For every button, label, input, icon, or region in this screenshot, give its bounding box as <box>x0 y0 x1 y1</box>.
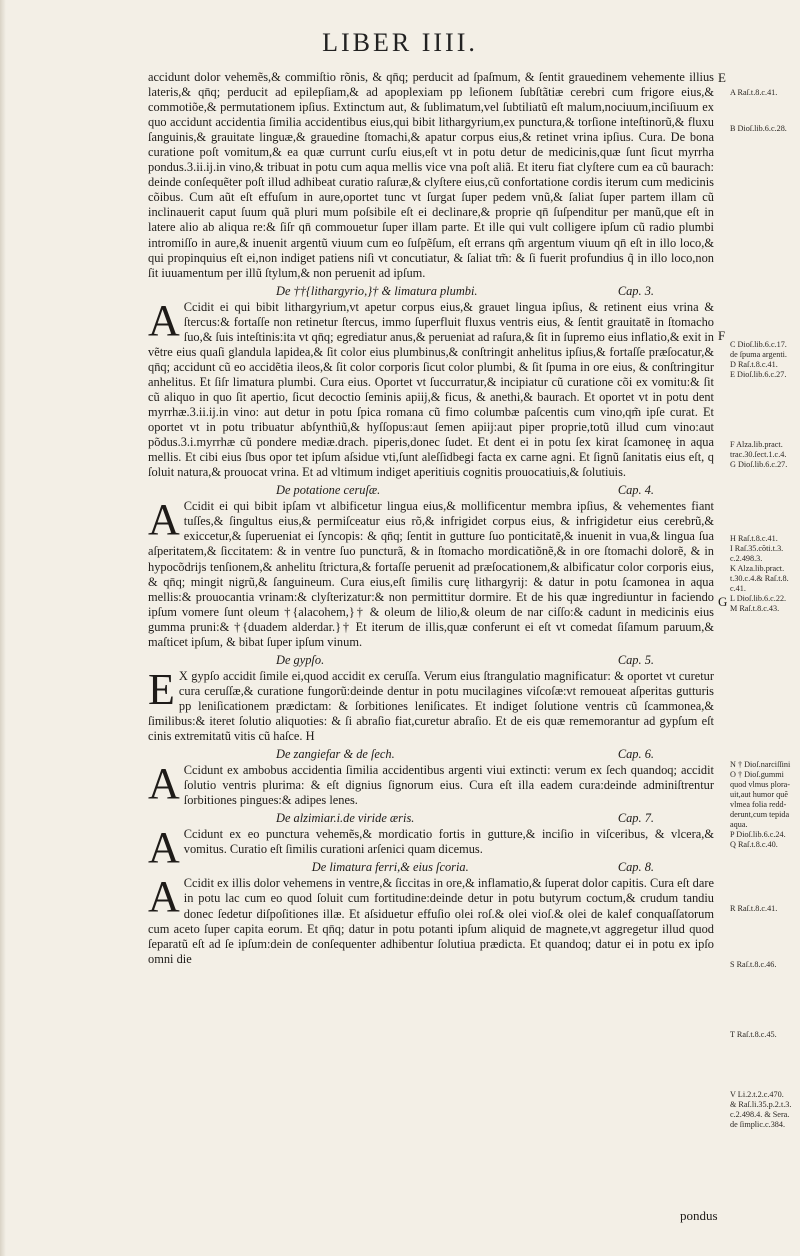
marginal-note-line: S Raſ.t.8.c.46. <box>730 960 777 969</box>
chapter-body <box>148 872 714 966</box>
marginal-note-line: N † Dioſ.narciſſini <box>730 760 791 769</box>
marginal-note <box>730 88 798 98</box>
marginal-note-line: O † Dioſ.gummi <box>730 770 784 779</box>
marginal-note-line: C Dioſ.lib.6.c.17. <box>730 340 787 349</box>
chapter-heading <box>184 860 714 875</box>
chapter-heading <box>148 653 714 668</box>
marginal-note <box>730 1090 798 1130</box>
chapter-section <box>148 653 714 744</box>
marginal-note-line: H Raſ.t.8.c.41. <box>730 534 778 543</box>
marginal-note-line: vlmea folia redd- <box>730 800 787 809</box>
marginal-note <box>730 340 798 380</box>
chapter-number: Cap. 4. <box>617 483 654 498</box>
drop-capital: A <box>148 759 180 809</box>
marginal-note <box>730 440 798 470</box>
chapter-section <box>148 860 714 966</box>
chapter-number: Cap. 3. <box>617 283 654 298</box>
margin-section-letter: E <box>718 70 726 85</box>
marginal-note <box>730 760 798 850</box>
chapter-title: De alzimiar.i.de viride æris. <box>276 811 415 826</box>
marginal-note-line: c.2.498.4. & Sera. <box>730 1110 790 1119</box>
drop-capital: E <box>148 664 175 714</box>
chapter-number: Cap. 6. <box>617 747 654 762</box>
chapter-section <box>148 284 714 481</box>
chapter-body-text: Ccidit ex illis dolor vehemens in ventre,& ſiccitas in ore,& inflamatio,& ſuperat dolor capitis. Cura eſt dare in potu lac cum eo quod ſoluit cum fortitudine:deinde detur in potu butyrum coctum,& crudum tandiu donec ſedetur diſpoſitiones illæ. Et aſsiduetur effuſio olei roſ.& olei vioſ.& olei de kalef conquaſſatorum cum aceto ſuper capita eorum. Et qn̄q; datur in potu potanti ipſum aliquid de magnete,vt aggregetur illud quod ſeparatũ eſt ad ſe ipſum:dein de conſequenter adhibentur ſolutiua prædicta. Et quandoq; datur ei in potu ex ipſo omni die <box>148 876 714 966</box>
running-head: LIBER IIII. <box>322 28 478 57</box>
chapter-section <box>148 483 714 650</box>
chapter-number: Cap. 8. <box>617 860 654 875</box>
intro-paragraph: accidunt dolor vehemẽs,& commiſtio rõnis, & qn̄q; perducit ad ſpaſmum, & ſentit grauedinem vehemente illius lateris,& qn̄q; perducit ad epilepſiam,& ad apoplexiam pp leſionem ſubſtãtiæ cerebri cum frigore eius,& commotiõe,& permutationem ipſius. Extinctum aut, & ſublimatum,vel ſubtiliatũ eſt malum,nociuum,inciſiuum ex quo accidunt accidentia ſimilia accidentibus eius,qui bibit lithargyrium,ex punctura,& torſione inteſtinorũ,& fluxu ſanguinis,& grauitate linguæ,& grauedine ſtomachi,& apatur corpus eius,& retinet vrina ipſius. Cura. De bona curatione poſt vomitum,& ea quæ currunt curſu eius,eſt vt in potu detur de medicinis,quæ ſunt ſicut myrrha pondus.3.ii.ĳ.in vino,& tribuat in potu cum aqua mellis vice vna poſt aliã. Et iteru fiat clyſtere cum ea cũ baurach: deinde conſequẽter poſt illud adhibeat curatio raſuræ,& clyſtere eius,cũ confortatione cordis iterum cum medicinis cõibus. Cum aũt eſt effuſum in aure,oportet tunc vt ſurgat ſuper pedem vnũ,& ſaliat ſuper partem illam cũ inclinauerit caput ſuum quã pluri mum poſsibile eſt ei declinare,& proprie qn̄ ſuſpenditur per manũ,que eſt in latere alio ab aliqua re:& ſiſr qn̄ commouetur ſuper illam parte. Et ille qui vult colligere ipſum cũ radio plumbi intromiſſo in aure,& inuenit argentũ viuum cum eo ſuſpẽſum, eſt errans qm̃ argentum viuum qn̄ eſt in illo loco,& qui propinquius eſt ei,non indiget patiens niſi vt concutiatur, & ſaliat tm̃: & ſi fuerit profundius q̃ in illo loco,non ſit iuuamentum per illũ ſtylum,& non peruenit ad ipſum. <box>148 70 714 280</box>
chapter-title: De ††{lithargyrio,}† & limatura plumbi. <box>276 283 478 298</box>
chapter-body <box>148 664 714 744</box>
marginal-note-line: de ſpuma argenti. <box>730 350 787 359</box>
chapter-heading <box>148 747 714 762</box>
chapter-body-text: Ccidit ei qui bibit ipſam vt albificetur lingua eius,& mollificentur membra ipſius, & vehementes fiant tuſſes,& ſingultus eius,& permiſceatur eius rõ,& infrigidet corpus eius, & infrigidetur eius cerebrũ,& exiccetur,& ſuperueniat ei ſyncopis: & qn̄q; ſentit in gutture ſuo ponticitatẽ,& inuenit in vua,& lingua ſua aſperitatem,& ſiccitatem: & in ventre ſuo puncturã, & in ſtomacho mordicatiõnẽ,& in ore ſtomachi dolorẽ, & in hypocõdrĳs tenſionem,& anhelitu ſtrictura,& fortaſſe peruenit ad præſocationem,& albificatur color corporis eius, & qn̄q; mingit nigrũ,& ſanguineum. Cura eius,eſt ſimilis curę lithargyrĳ: & datur in potu ſcamonea in aqua mellis:& prouocantia vrinam:& clyſterizatur:& non permittitur dormire. Et de his quæ ingrediuntur in faciendo ipſum vomere ſunt oleum †{alacohem,}† & oleum de lilio,& oleum de nar ciſſo:& cadunt in medicinis eius gumma pruni:& †{duadem alderdar.}† Et iterum de illis,quæ conferunt ei eſt vt comedat ſiſamum paruum,& maſticet ipſum, & bibat ſuper ipſum vinum. <box>148 499 714 649</box>
marginal-note <box>730 960 798 970</box>
marginal-note-line: c.2.498.3. <box>730 554 763 563</box>
marginal-note-line: I Raſ.35.cõti.t.3. <box>730 544 784 553</box>
chapter-body-text: Ccidunt ex ambobus accidentia ſimilia accidentibus argenti viui extincti: verum ex ſech quandoq; accidit ſolutio ventris plurima: & eſt dignius ſignorum eius. Cura eſt illa eadem cura:deinde adminiſtrentur ſorbitiones pingues:& adipes lenes. <box>183 763 714 808</box>
marginal-note-line: & Raſ.li.35.p.2.t.3. <box>730 1100 792 1109</box>
marginal-note-line: V Li.2.t.2.c.470. <box>730 1090 784 1099</box>
marginal-note-line: Q Raſ.t.8.c.40. <box>730 840 778 849</box>
marginal-note-line: c.41. <box>730 584 746 593</box>
marginal-note-line: P Dioſ.lib.6.c.24. <box>730 830 786 839</box>
marginal-note-line: K Alza.lib.pract. <box>730 564 785 573</box>
drop-capital: A <box>148 495 180 545</box>
marginal-note-line: B Dioſ.lib.6.c.28. <box>730 124 787 133</box>
chapter-title: De gypſo. <box>276 652 325 667</box>
chapter-list <box>148 284 714 967</box>
catchword: pondus <box>680 1208 718 1223</box>
chapter-title: De potatione ceruſæ. <box>276 483 381 498</box>
marginal-note-line: trac.30.ſect.1.c.4. <box>730 450 787 459</box>
main-text-column <box>148 70 714 967</box>
marginal-note-line: R Raſ.t.8.c.41. <box>730 904 778 913</box>
marginal-note-line: D Raſ.t.8.c.41. <box>730 360 778 369</box>
drop-capital: A <box>148 872 180 922</box>
chapter-number: Cap. 7. <box>617 811 654 826</box>
marginal-note-line: L Dioſ.lib.6.c.22. <box>730 594 787 603</box>
chapter-body-text: Ccidit ei qui bibit lithargyrium,vt apetur corpus eius,& grauet lingua ipſius, & retinent eius vrina & ſtercus:& fortaſſe non retinetur ſtercus, immo ſuperfluit fluxus ventris eius, & ſentit grauitatẽ in ſtomacho ſuo,& ſuis inteſtinis:ita vt qn̄q; egrediatur anus,& perueniat ad raſura,& ſit in ſupremo eius inflatio,& exit in vẽtre eius quaſi glandula lapidea,& ſit color eius plumbinus,& conſtringit anhelitus ipſius,& fortaſſe præſocatur,& qn̄q; accidunt cũ eo accidẽtia ileos,& ſit color corporis ſicut color plumbi, & ſit ſpuma in ore eius, & conſtringitur anhelitus. Et ſiſr limatura plumbi. Cura eius. Oportet vt ſuccurratur,& incipiatur cũ curatione cõi ex vomitu:& ſit cũ aliquo in quo ſit apertio, ſicut decoctio ſeminis apiĳ,& ficus, & anethi,& baurach. Et oportet vt in potu dent myrrhæ.3.ii.ĳ.in vino: aut detur in potu ſpica romana cũ fimo columbæ paſcentis cum vino,qm̃ ipſe curat. Et oportet vt in potu tribuatur abſynthiũ,& hyſſopus:aut ſemen apiĳ:aut piper proprie,totũ illud cum vino:aut põdus.3.i.myrrhæ cũ pondere mediæ.drach. piperis,donec ſudet. Et dent ei in potu ſex kirat ſcamoneę in aqua mellis. Et cibi eius ſbus opor tet ipſum aſsidue vti,ſunt aleſſidbegi facta ex carne agni. Et ſignũ ſanitatis eius eſt, q ſoluit natura,& prouocat vrina. Et ad vltimum indiget aperitiuis cognitis prouocatiuis,& ſolutiuis. <box>148 299 714 480</box>
chapter-body <box>148 759 714 809</box>
marginal-note-line: E Dioſ.lib.6.c.27. <box>730 370 787 379</box>
marginal-note-line: T Raſ.t.8.c.45. <box>730 1030 777 1039</box>
marginal-note <box>730 534 798 614</box>
drop-capital: A <box>148 295 180 345</box>
marginal-note <box>730 124 798 134</box>
chapter-number: Cap. 5. <box>617 652 654 667</box>
marginal-note-line: A Raſ.t.8.c.41. <box>730 88 778 97</box>
marginal-note-line: aqua. <box>730 820 748 829</box>
marginal-note-line: de ſimplic.c.384. <box>730 1120 786 1129</box>
chapter-title: De zangiefar & de ſech. <box>276 747 395 762</box>
marginal-note-line: uit,aut humor quẽ <box>730 790 788 799</box>
marginal-note-line: quod vlmus plora- <box>730 780 791 789</box>
chapter-body-text: Ccidunt ex eo punctura vehemẽs,& mordicatio fortis in gutture,& inciſio in viſceribus, & vlcera,& vomitus. Curatio eſt ſimilis curationi arſenici quam dicemus. <box>183 827 714 857</box>
marginal-note-line: t.30.c.4.& Raſ.t.8. <box>730 574 789 583</box>
marginal-note-line: F Alza.lib.pract. <box>730 440 783 449</box>
chapter-body-text: X gypſo accidit ſimile ei,quod accidit ex ceruſſa. Verum eius ſtrangulatio magnificatur: & oportet vt curetur cura ceruſſæ,& curatione fungorũ:deinde dentur in potu mucilagines viſcoſæ:vt remoueat aſperitas gutturis pp leniſicationem prædictam: & ſorbitiones leniſicates. Et indiget ſolutione ventris cũ ſcammonea,& ſimilibus:& iteret ſolutio aliquoties: & ſi abraſio fiat,curetur abraſio. Et de eis quæ rememorantur ad gypſum eſt cinis extremitatũ vitis cũ haſce. H <box>148 668 714 744</box>
page-edge-shadow <box>0 0 6 1256</box>
marginal-note-line: M Raſ.t.8.c.43. <box>730 604 780 613</box>
chapter-section <box>148 747 714 808</box>
chapter-body <box>148 295 714 481</box>
marginal-note <box>730 904 798 914</box>
chapter-heading <box>148 483 714 498</box>
margin-section-letter: G <box>718 594 728 609</box>
drop-capital: A <box>148 823 180 873</box>
marginal-note <box>730 1030 798 1040</box>
chapter-title: De limatura ferri,& eius ſcoria. <box>311 860 469 875</box>
marginal-note-line: G Dioſ.lib.6.c.27. <box>730 460 788 469</box>
margin-section-letter: F <box>718 328 726 343</box>
chapter-heading <box>148 811 714 826</box>
chapter-body <box>148 495 714 649</box>
marginal-note-line: derunt,cum tepida <box>730 810 790 819</box>
chapter-heading <box>148 284 714 299</box>
